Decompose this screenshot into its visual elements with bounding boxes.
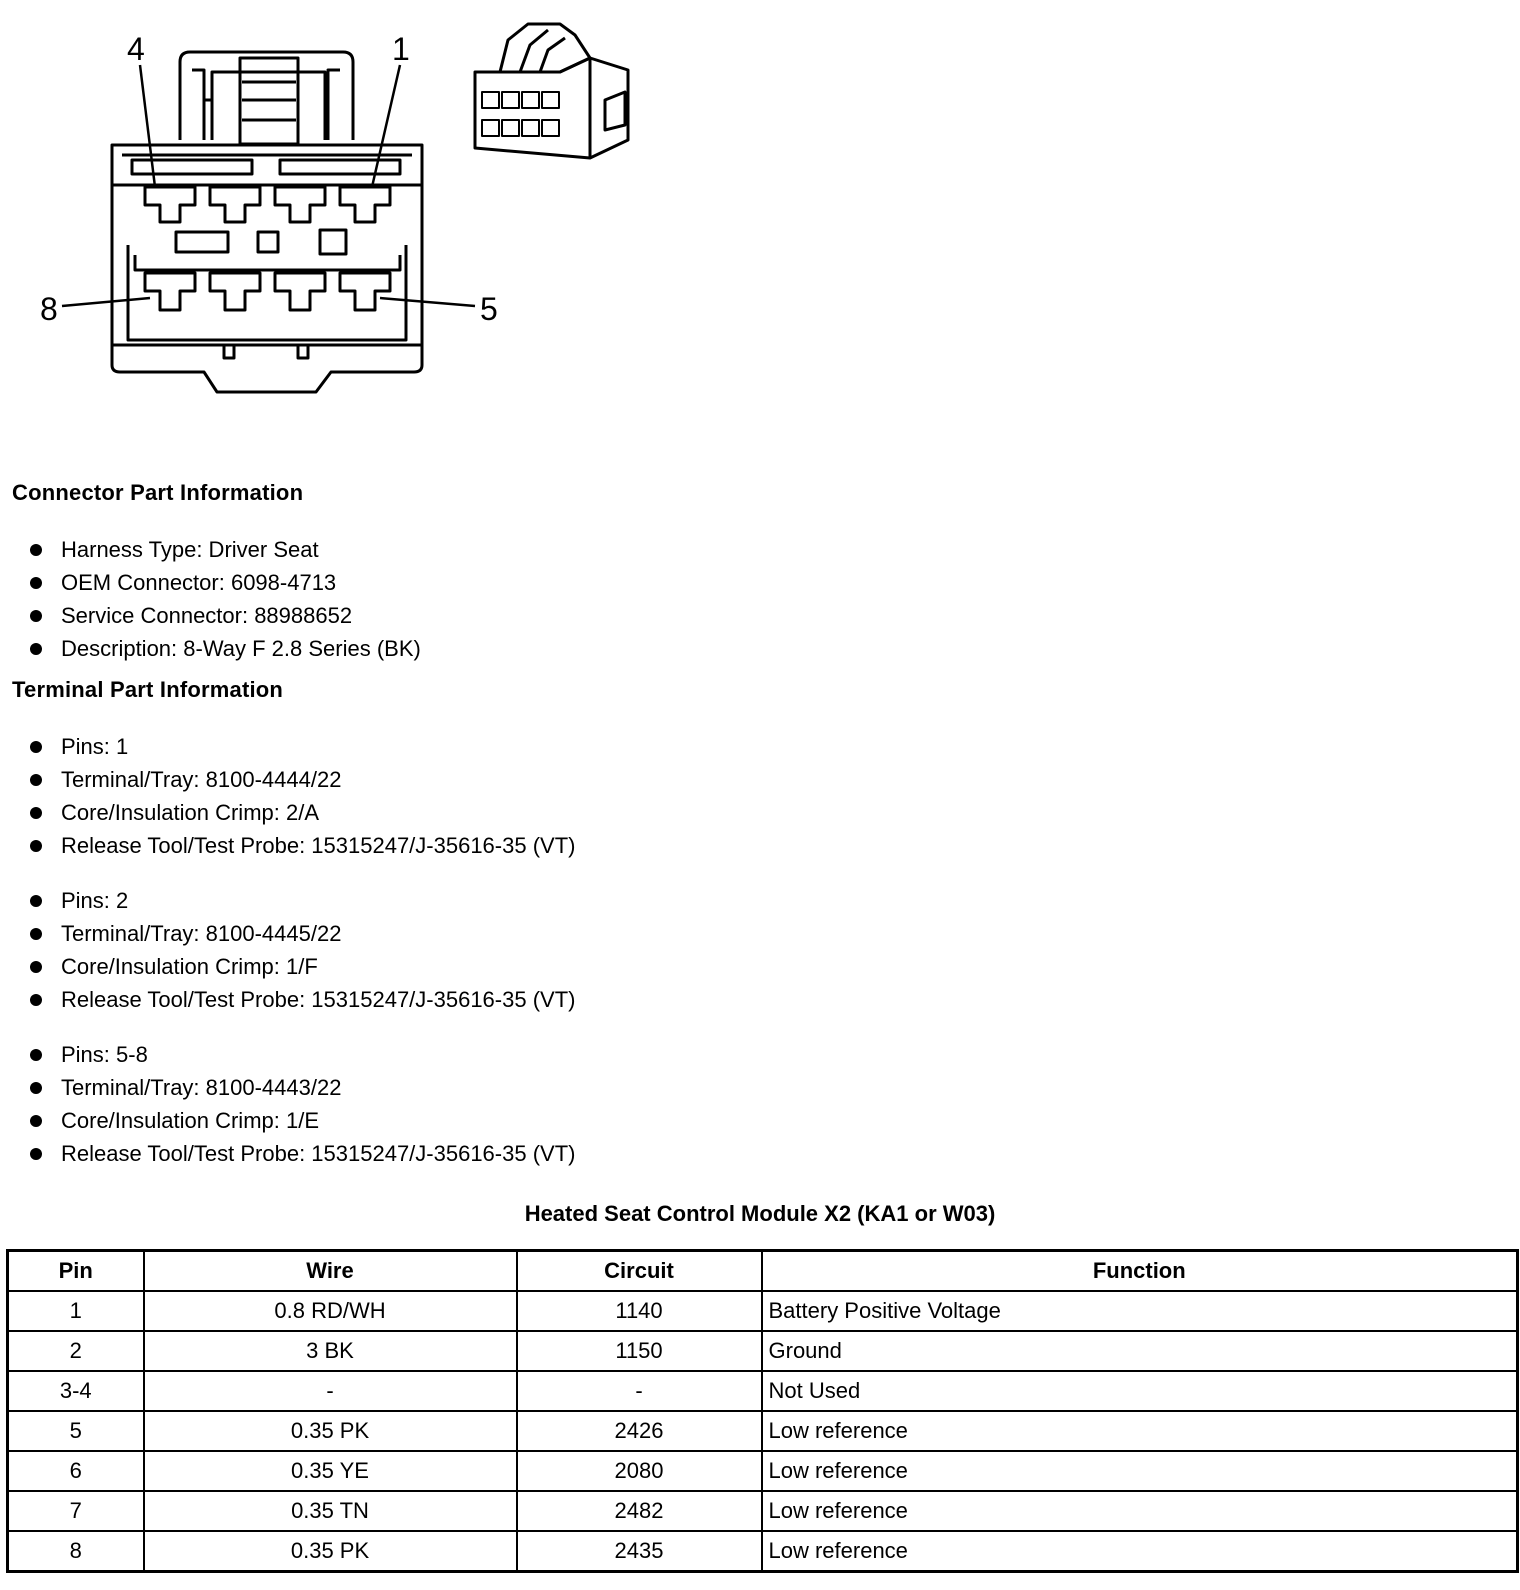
table-row	[8, 1491, 1518, 1531]
list-item: Release Tool/Test Probe: 15315247/J-35616-35 (VT)	[30, 1137, 575, 1170]
cell-pin: 2	[8, 1331, 144, 1371]
table-row	[8, 1371, 1518, 1411]
header-wire: Wire	[144, 1251, 517, 1292]
connector-diagram	[0, 0, 700, 440]
pin-cavities-top	[145, 187, 390, 222]
header-circuit: Circuit	[517, 1251, 762, 1292]
list-item: Core/Insulation Crimp: 2/A	[30, 796, 575, 829]
list-item: Pins: 2	[30, 884, 575, 917]
pin-callout-4: 4	[127, 31, 145, 67]
cell-function: Low reference	[762, 1531, 1518, 1572]
list-item: Description: 8-Way F 2.8 Series (BK)	[30, 632, 421, 665]
terminal-info-heading: Terminal Part Information	[12, 677, 284, 702]
list-item: Pins: 5-8	[30, 1038, 575, 1071]
pin-callout-5: 5	[480, 291, 498, 327]
pin-callout-8: 8	[40, 291, 58, 327]
list-item: Harness Type: Driver Seat	[30, 533, 421, 566]
list-item: Terminal/Tray: 8100-4443/22	[30, 1071, 575, 1104]
cell-wire: 0.35 PK	[144, 1531, 517, 1572]
list-item: Service Connector: 88988652	[30, 599, 421, 632]
header-pin: Pin	[8, 1251, 144, 1292]
header-function: Function	[762, 1251, 1518, 1292]
pin-callout-1: 1	[392, 31, 410, 67]
list-item: Release Tool/Test Probe: 15315247/J-35616-35 (VT)	[30, 829, 575, 862]
cell-wire: 3 BK	[144, 1331, 517, 1371]
cell-wire: 0.35 TN	[144, 1491, 517, 1531]
table-row	[8, 1291, 1518, 1331]
list-item: Core/Insulation Crimp: 1/F	[30, 950, 575, 983]
list-item: Terminal/Tray: 8100-4445/22	[30, 917, 575, 950]
cell-circuit: 2435	[517, 1531, 762, 1572]
cell-circuit: 2426	[517, 1411, 762, 1451]
terminal-group-3	[30, 1038, 575, 1170]
cell-circuit: 2080	[517, 1451, 762, 1491]
cell-function: Low reference	[762, 1411, 1518, 1451]
cell-circuit: 2482	[517, 1491, 762, 1531]
terminal-group-2	[30, 884, 575, 1016]
cell-pin: 6	[8, 1451, 144, 1491]
connector-info-heading: Connector Part Information	[12, 480, 304, 505]
cell-wire: 0.35 YE	[144, 1451, 517, 1491]
table-title: Heated Seat Control Module X2 (KA1 or W03)	[524, 1201, 996, 1226]
cell-pin: 5	[8, 1411, 144, 1451]
connector-iso-view	[475, 24, 628, 158]
pinout-table	[6, 1249, 1519, 1573]
cell-function: Battery Positive Voltage	[762, 1291, 1518, 1331]
list-item: Core/Insulation Crimp: 1/E	[30, 1104, 575, 1137]
table-row	[8, 1451, 1518, 1491]
cell-pin: 8	[8, 1531, 144, 1572]
cell-function: Low reference	[762, 1451, 1518, 1491]
cell-circuit: 1150	[517, 1331, 762, 1371]
table-row	[8, 1411, 1518, 1451]
table-row	[8, 1331, 1518, 1371]
cell-circuit: 1140	[517, 1291, 762, 1331]
cell-pin: 7	[8, 1491, 144, 1531]
cell-function: Ground	[762, 1331, 1518, 1371]
cell-wire: 0.35 PK	[144, 1411, 517, 1451]
pin-cavities-bottom	[145, 273, 390, 310]
cell-wire: 0.8 RD/WH	[144, 1291, 517, 1331]
list-item: OEM Connector: 6098-4713	[30, 566, 421, 599]
cell-wire: -	[144, 1371, 517, 1411]
table-row	[8, 1531, 1518, 1572]
connector-info-list	[30, 533, 421, 665]
cell-function: Not Used	[762, 1371, 1518, 1411]
cell-circuit: -	[517, 1371, 762, 1411]
list-item: Terminal/Tray: 8100-4444/22	[30, 763, 575, 796]
cell-function: Low reference	[762, 1491, 1518, 1531]
table-header-row	[8, 1251, 1518, 1292]
list-item: Pins: 1	[30, 730, 575, 763]
terminal-group-1	[30, 730, 575, 862]
cell-pin: 1	[8, 1291, 144, 1331]
cell-pin: 3-4	[8, 1371, 144, 1411]
list-item: Release Tool/Test Probe: 15315247/J-35616-35 (VT)	[30, 983, 575, 1016]
